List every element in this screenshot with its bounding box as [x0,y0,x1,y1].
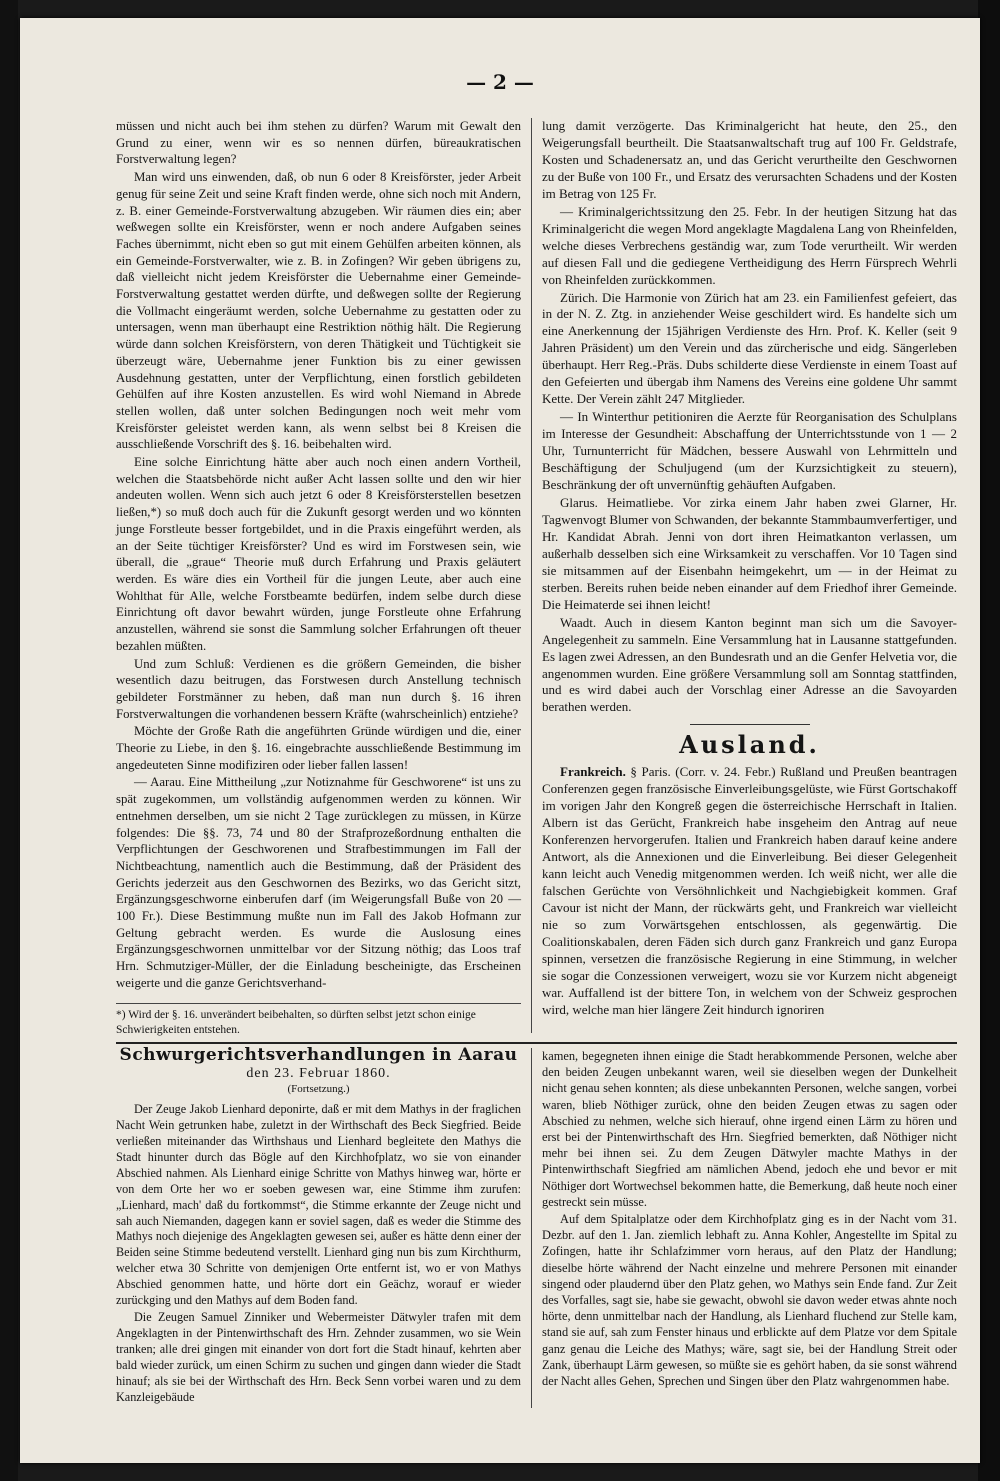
footnote: *) Wird der §. 16. unverändert beibehalten, so dürften selbst jetzt schon einige Schwierigkeiten entstehen. [116,1003,521,1038]
paragraph: — In Winterthur petitioniren die Aerzte für Reorganisation des Schulplans im Interesse der Gesundheit: Abschaffung der Unterrichtsstunde von 1 — 2 Uhr, Turnunterricht für Mädchen, bessere Auswahl von Lehrmitteln und Beschäftigung der Schuljugend (um der Kurzsichtigkeit zu steuern), Beschränkung der oft unvernünftig gehäuften Aufgaben. [542,409,957,493]
scan-right-edge [978,0,1000,1481]
paragraph: — Kriminalgerichtssitzung den 25. Febr. In der heutigen Sitzung hat das Kriminalgericht die wegen Mord angeklagte Magdalena Lang von Rheinfelden, welche dieses Verbrechens geständig war, zum Tode verurtheilt. Wir werden auf diesen Fall und die gediegene Vertheidigung des Herrn Fürsprech Wehrli von Rheinfelden zurückkommen. [542,203,957,287]
separator [690,724,810,725]
section-title: Schwurgerichtsverhandlungen in Aarau [119,1045,518,1065]
paragraph: — Aarau. Eine Mittheilung „zur Notiznahme für Geschworene“ ist uns zu spät zugekommen, um vollständig aufgenommen werden zu können. Wir entnehmen derselben, um sie nicht 2 Tage zurücklegen zu müssen, in Kürze folgendes: Die §§. 73, 74 und 80 der Strafprozeßordnung enthalten die Verpflichtungen der Geschworenen und Strafbestimmungen im Fall der Nichtbeachtung, namentlich auch die Bestimmung, daß der Präsident des Gerichts jederzeit aus den Geschwornen des Bezirks, wo das Gericht sitzt, Ergänzungsgeschworne einberufen darf (im Weigerungsfall Buße von 20 — 100 Fr.). Diese Bestimmung mußte nun im Fall des Jakob Hofmann zur Geltung gebracht werden. Es wurde die Auslosung eines Ergänzungsgeschwornen unmittelbar vor der Sitzung nöthig; das Loos traf Hrn. Schmutziger-Müller, der die Einladung bescheinigte, das Erscheinen weigerte und die ganze Gerichtsverhand- [116,775,521,990]
ausland-heading: Ausland. [679,730,820,760]
column-divider [531,118,532,1033]
frankreich-lead: Frankreich. [560,764,626,780]
scan-left-edge [0,0,18,1481]
paragraph: müssen und nicht auch bei ihm stehen zu dürfen? Warum mit Gewalt den Grund zu einer, wenn wir es so nennen dürfen, büreaukratischen Forstverwaltung legen? [116,119,521,167]
frankreich-text: § Paris. (Corr. v. 24. Febr.) Rußland und Preußen beantragen Conferenzen gegen französische Einverleibungsgelüste, wie Fürst Gortschakoff im vorigen Jahr den Kongreß gegen die österreichische Herrschaft in Italien. Albern ist das Gerücht, Frankreich habe insgeheim den Antrag auf neue Konferenzen hervorgerufen. Italien und Frankreich haben darauf keine andere Antwort, als die Annexionen und die Einverleibung. Bei dieser Gelegenheit kann leicht auch Venedig mitgenommen werden. Ich weiß nicht, wer alle die falschen Gerüchte von Versöhnlichkeit und Nachgiebigkeit kommen. Graf Cavour ist nicht der Mann, der rückwärts geht, und Frankreich war vielleicht nie so zum Vorwärtsgehen entschlossen, als gegenwärtig. Die Coalitionskabalen, deren Fäden sich durch ganz Frankreich und ganz Europa spinnen, versetzen die französische Regierung in eine Stimmung, in welcher sie sogar die Conzessionen verweigert, wozu sie vor Kurzem nicht abgeneigt war. Auffallend ist der bittere Ton, in welchem von der Schweiz gesprochen wird, welche man hier längere Zeit hindurch ignoriren [542,764,958,1017]
column-left-top [116,118,521,998]
paragraph: Möchte der Große Rath die angeführten Gründe würdigen und die, einer Theorie zu Liebe, in den §. 16. eingebrachte ausschließende Bestimmung im angedeuteten Sinne modifiziren oder lieber fallen lassen! [116,724,521,772]
column-left-bottom [116,1045,521,1408]
paragraph: Zürich. Die Harmonie von Zürich hat am 23. ein Familienfest gefeiert, das in der N. Z. Ztg. in anziehender Weise geschildert wird. Es handelte sich um eine Anerkennung der 15jährigen Verdienste des Hrn. Prof. K. Keller (seit 9 Jahren Präsident) um den Verein und das zürcherische und eidg. Sängerleben überhaupt. Herr Reg.-Präs. Dubs schilderte diese Verdienste in einem Toast auf den Gefeierten und übergab ihm Namens des Vereins eine goldene Uhr sammt Kette. Der Verein zählt 247 Mitglieder. [542,289,957,407]
section-rule [116,1042,957,1044]
paragraph: kamen, begegneten ihnen einige die Stadt herabkommende Personen, welche aber den beiden Zeugen unbekannt waren, weil sie dieselben wegen der Dunkelheit nicht genau sehen konnten; als diese unbekannten Personen, welche sangen, vorbei waren, blieb Nöthiger zurück, ohne den beiden Zeugen etwas zu sagen oder Abschied zu nehmen, welche sich hierauf, ohne irgend einen Lärm zu hören und erst bei der Pintenwirthschaft des Hrn. Siegfried bemerkten, daß Nöthiger nicht mehr bei ihnen sei. Zu dem Zeugen Dätwyler machte Mathys in der Pintenwirthschaft Siegfried am nämlichen Abend, jedoch ehe und bevor er mit Nöthiger dort Wortwechsel bekommen hatte, die Bemerkung, daß heute noch einer gestreckt sein müsse. [542,1049,957,1209]
paragraph: Waadt. Auch in diesem Kanton beginnt man sich um die Savoyer-Angelegenheit zu sammeln. Eine Versammlung hat in Lausanne stattgefunden. Es lagen zwei Adressen, an den Bundesrath und an die Genfer Helvetia vor, die angenommen wurden. Eine größere Versammlung soll am Sonntag stattfinden, und es wird dabei auch der Vorschlag einer Adresse an die Savoyarden berathen werden. [542,614,957,715]
paragraph: Glarus. Heimatliebe. Vor zirka einem Jahr haben zwei Glarner, Hr. Tagwenvogt Blumer von Schwanden, der bekannte Stammbaumverfertiger, und Hr. Kandidat Abrah. Jenni von dort ihren Heimatkanton verlassen, um außerhalb desselben sich eine Wirksamkeit zu verschaffen. Vor 10 Tagen sind sie mitsammen auf der Eisenbahn heimgekehrt, um — in der Heimat zu sterben. Bereits ruhen beide neben einander auf dem Friedhof ihrer Gemeinde. Die Heimaterde sei ihnen leicht! [542,494,957,612]
paragraph: Und zum Schluß: Verdienen es die größern Gemeinden, die bisher wesentlich dazu beitrugen, das Forstwesen durch Anstellung technisch gebildeter Forstmänner zu heben, daß man nun durch §. 16 ihren Forstverwaltungen die vorhandenen bessern Kräfte (wahrscheinlich) entziehe? [116,656,521,721]
paragraph: Auf dem Spitalplatze oder dem Kirchhofplatz ging es in der Nacht vom 31. Dezbr. auf den 1. Jan. ziemlich lebhaft zu. Anna Kohler, Angestellte im Spital zu Zofingen, hatte ihr Schlafzimmer vorn heraus, auf den Platz der Handlung; dieselbe hörte während der Nacht einzelne und mehrere Personen mit einander singend oder plaudernd über den Platz gehen, wo Mathys sein Ende fand. Zur Zeit des Vorfalles, sagt sie, habe sie gewacht, obwohl sie davon weder etwas ahnte noch hörte, denn unmittelbar nach der Handlung, als Lienhard fluchend zur Stelle kam, stand sie auf, sah zum Fenster hinaus und erblickte auf dem Platze vor dem Spitale ganz genau die Leiche des Mathys; wäre, sagt sie, bei der Handlung Streit oder Zank, überhaupt Lärm gewesen, so müßte sie es gehört haben, da sie sonst während der Nacht alles Gehen, Sprechen und Singen über den Platz wahrgenommen habe. [542,1212,957,1389]
section-subtitle: (Fortsetzung.) [287,1082,350,1095]
paragraph: Man wird uns einwenden, daß, ob nun 6 oder 8 Kreisförster, jeder Arbeit genug für seine Zeit und seine Kraft finden werde, ohne sich noch mit Andern, z. B. einer Gemeinde-Forstverwaltung abzugeben. Wir räumen dies ein; aber weßwegen sollte ein Kreisförster, wenn er noch andere Aufgaben seines Faches übernimmt, nicht eben so gut mit einem Gehülfen arbeiten können, als ein Gemeinde-Forstverwalter, wie z. B. in Zofingen? Wir geben übrigens zu, daß vielleicht nicht jedem Kreisförster die Uebernahme einer Gemeinde-Forstverwaltung gestattet werden dürfte, und deßwegen sollte der Regierung die Vollmacht eingeräumt werden, solche Uebernahme zu gestatten oder zu untersagen, wenn man überhaupt eine Restriktion nöthig hält. Die Regierung würde dann solchen Kreisförstern, von deren Thätigkeit und Tüchtigkeit sie überzeugt wäre, Uebernahme jener Funktion bis zu einer gewissen Ausdehnung gestatten, unter der Verpflichtung, einen forstlich gebildeten Gehülfen auf ihre Kosten anzustellen. Es wird wohl Niemand in Abrede stellen wollen, daß unter solchen Bedingungen noch weit mehr vom Kreisförster geleistet werden kann, als wenn selbst bei 8 Kreisen die ausschließende Vorschrift des §. 16. beibehalten wird. [116,170,521,452]
column-divider-bottom [531,1048,532,1408]
section-date: den 23. Februar 1860. [246,1065,391,1081]
page-number: — 2 — [466,70,534,94]
frankreich-paragraph [542,764,957,1018]
paragraph: lung damit verzögerte. Das Kriminalgericht hat heute, den 25., den Weigerungsfall beurtheilt. Die Staatsanwaltschaft trug auf 100 Fr. Geldstrafe, Kosten und Schadenersatz an, und das Gericht verurtheilte den Geschwornen zu der Buße von 100 Fr., und Ersatz des verursachten Schadens und der Kosten im Betrag von 125 Fr. [542,118,957,201]
paragraph: Eine solche Einrichtung hätte aber auch noch einen andern Vortheil, welchen die Staatsbehörde nicht außer Acht lassen sollte und den wir hier andeuten wollen. Wenn sich auch jetzt 6 oder 8 Kreisförsterstellen besetzen ließen,*) so muß doch auch für die Zukunft gesorgt werden und wo könnten junge Forstleute besser fortgebildet, und in die Praxis eingeführt werden, als an der Seite tüchtiger Kreisförster? Und es wird im Forstwesen sein, wie überall, die „graue“ Theorie muß durch Erfahrung und Praxis geläutert werden. Es wäre dies ein Vortheil für die jungen Leute, aber auch eine Wohlthat für Alle, welche Forstbeamte bedürfen, indem selbe durch diese Einrichtung oft davor bewahrt würden, junge Forstleute ohne Erfahrung anzustellen, während sie sonst die Sammlung solcher Erfahrungen oft theuer bezahlen müßten. [116,455,521,653]
paragraph: Die Zeugen Samuel Zinniker und Webermeister Dätwyler trafen mit dem Angeklagten in der Pintenwirthschaft des Hrn. Zehnder zusammen, wo sie Wein tranken; alle drei gingen mit einander von dort fort die Stadt hinauf, kehrten aber bald wieder zurück, um einen Schirm zu suchen und gingen dann wieder die Stadt hinauf; als sie bei der Wirthschaft des Hrn. Beck Senn vorbei waren und zu dem Kanzleigebäude [116,1310,521,1405]
column-right-top [542,118,957,1023]
newspaper-page [20,18,980,1463]
paragraph: Der Zeuge Jakob Lienhard deponirte, daß er mit dem Mathys in der fraglichen Nacht Wein getrunken habe, zuletzt in der Wirthschaft des Beck Siegfried. Beide verließen miteinander das Wirthshaus und Lienhard begleitete den Mathys die Stadt hinunter durch das Bögle auf den Kirchhofplatz, wo sie von einander Abschied nahmen. Als Lienhard einige Schritte von Mathys hinweg war, hörte er von dem Orte her wo er soeben gewesen war, eine Stimme ihm zurufen: „Lienhard, mach' daß du fortkommst“, die Stimme erkannte der Zeuge nicht und sah auch Niemanden, dagegen kann er soviel sagen, daß es weder die Stimme des Mathys noch diejenige des Angeklagten gewesen sei, außer es hätte denn einer der Beiden seine Stimme bedeutend verstellt. Lienhard ging nun bis zum Kirchthurm, welcher etwa 30 Schritte von demjenigen Orte entfernt ist, wo er von Mathys Abschied genommen hatte, und hörte dort ein Geächz, worauf er wieder zurückging und den Mathys auf dem Boden fand. [116,1101,521,1308]
column-right-bottom [542,1048,957,1408]
